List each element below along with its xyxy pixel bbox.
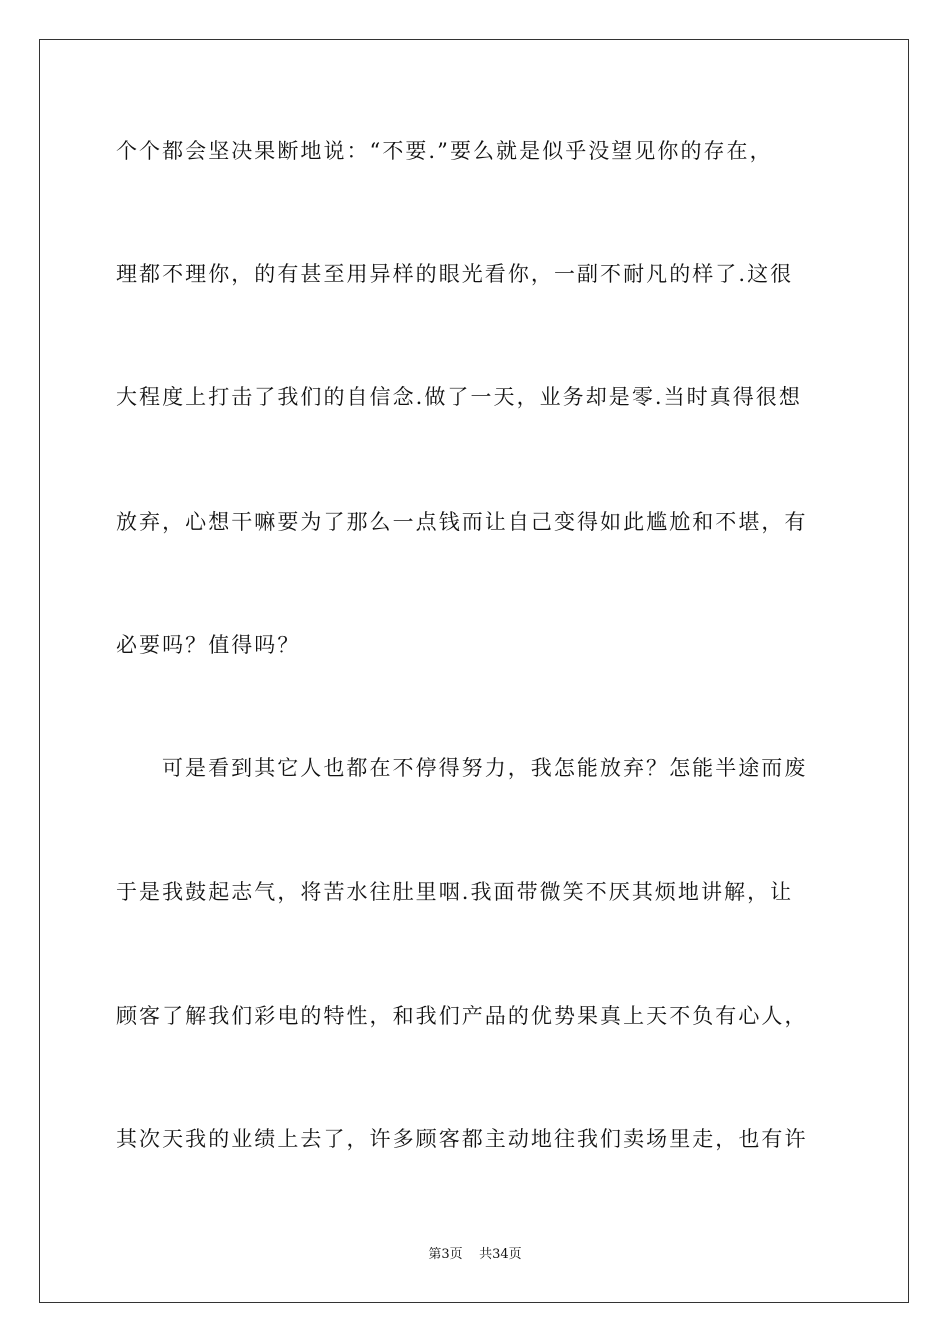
text-line-4: 放弃，心想干嘛要为了那么一点钱而让自己变得如此尴尬和不堪，有	[116, 510, 808, 534]
text-line-5: 必要吗？值得吗？	[116, 633, 301, 657]
text-line-2: 理都不理你，的有甚至用异样的眼光看你，一副不耐凡的样了.这很	[116, 262, 794, 286]
text-line-6: 可是看到其它人也都在不停得努力，我怎能放弃？怎能半途而废	[162, 756, 808, 780]
total-pages: 共34页	[479, 1247, 522, 1262]
text-line-1: 个个都会坚决果断地说：“不要.”要么就是似乎没望见你的存在，	[116, 139, 773, 163]
page-number: 第3页	[428, 1247, 463, 1262]
text-line-9: 其次天我的业绩上去了，许多顾客都主动地往我们卖场里走，也有许	[116, 1127, 808, 1151]
text-line-7: 于是我鼓起志气，将苦水往肚里咽.我面带微笑不厌其烦地讲解，让	[116, 880, 794, 904]
text-line-8: 顾客了解我们彩电的特性，和我们产品的优势果真上天不负有心人，	[116, 1004, 808, 1028]
page-footer	[0, 1246, 950, 1264]
text-line-3: 大程度上打击了我们的自信念.做了一天，业务却是零.当时真得很想	[116, 385, 802, 409]
page-border	[39, 39, 909, 1303]
